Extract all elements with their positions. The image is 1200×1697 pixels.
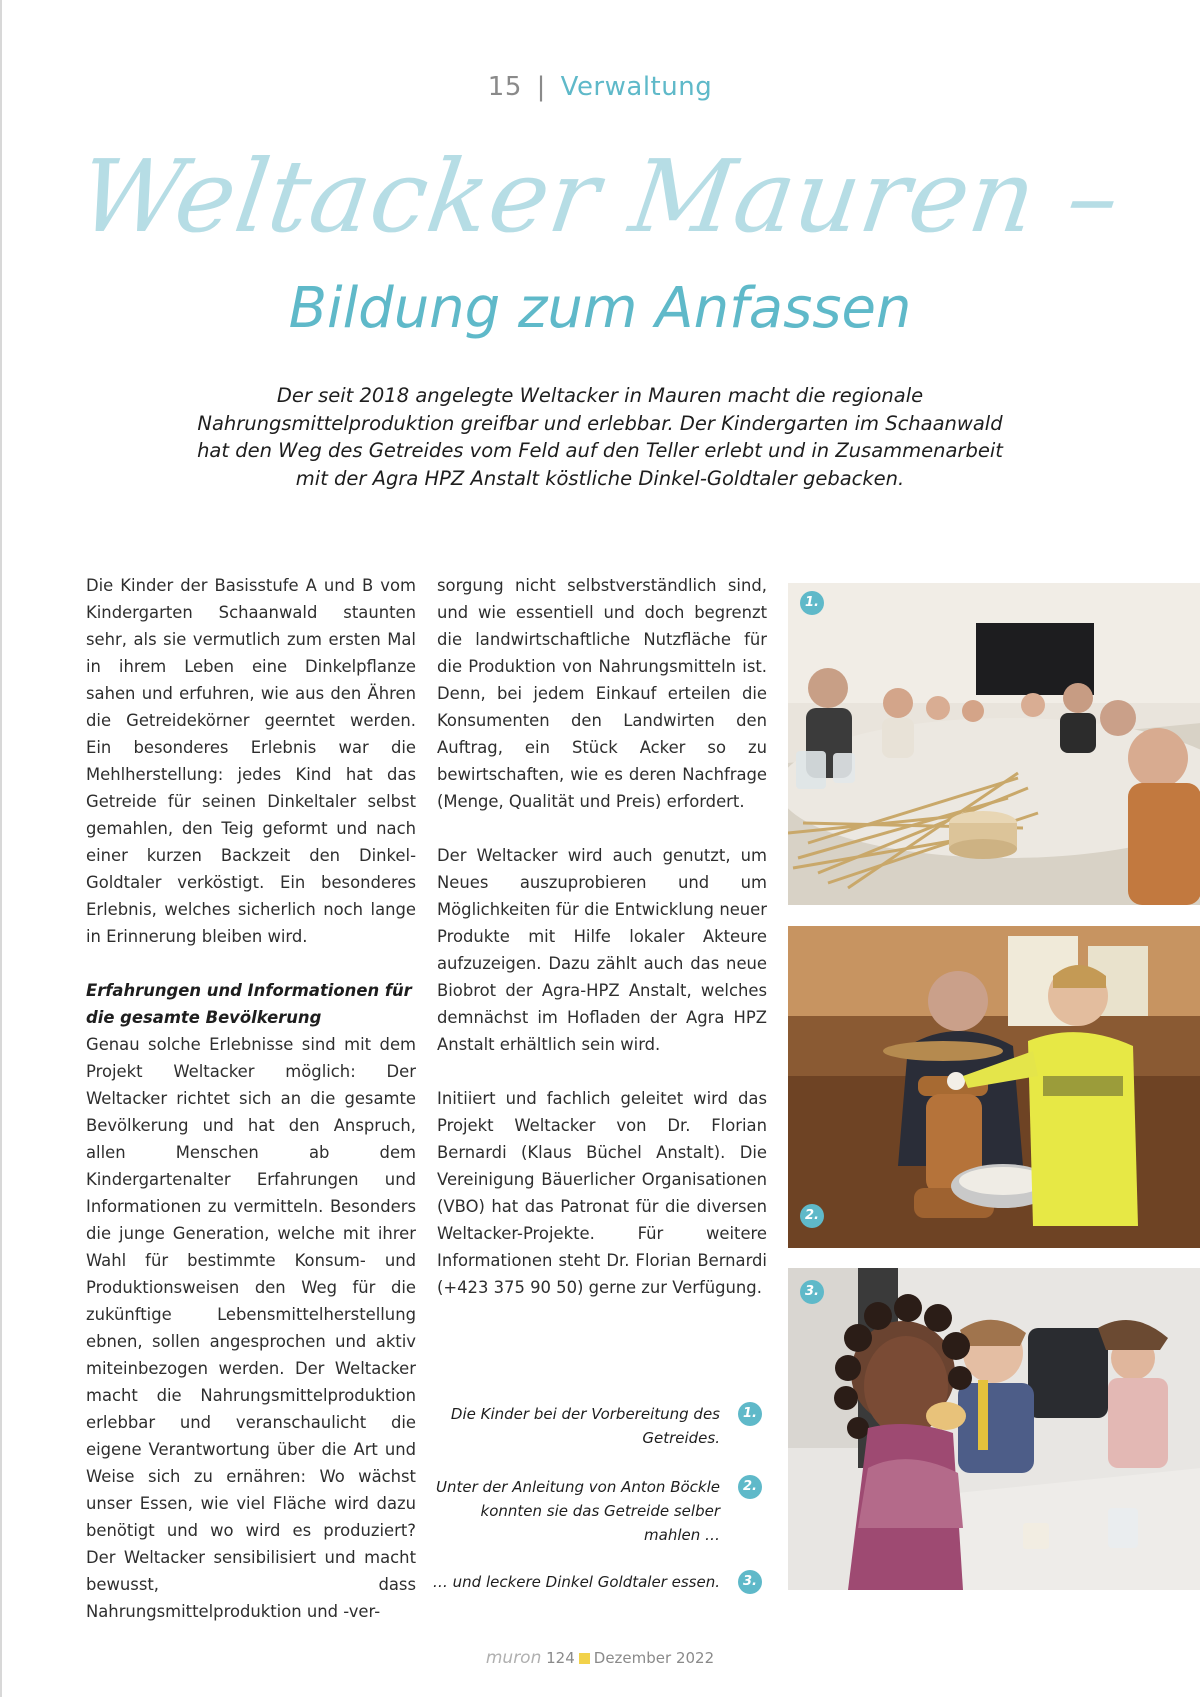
caption-3: … und leckere Dinkel Goldtaler essen. [432, 1573, 720, 1591]
subheading: Erfahrungen und Informationen für die gesamte Bevölkerung [86, 981, 412, 1027]
caption-2: Unter der Anleitung von Anton Böckle konnten sie das Getreide selber mahlen … [436, 1478, 720, 1544]
paragraph: Die Kinder der Basisstufe A und B vom Kindergarten Schaanwald staunten sehr, als sie vermutlich zum ersten Mal in ihrem Leben eine Dinkelpflanze sahen und erfuhren, wie aus den Ähren die Getreidekörner geerntet werden. Ein besonderes Erlebnis war die Mehlherstellung: jedes Kind hat das Getreide für seinen Dinkeltaler selbst gemahlen, den Teig geformt und nach einer kurzen Backzeit den Dinkel-Goldtaler verköstigt. Ein besonderes Erlebnis, welches sicherlich noch lange in Erinnerung bleiben wird. [86, 576, 416, 946]
caption-number-badge: 3. [738, 1570, 762, 1594]
photo-eating-goldtaler [788, 1268, 1200, 1590]
issue-number: 124 [546, 1649, 575, 1667]
photo-number-badge: 2. [800, 1204, 824, 1228]
header-separator: | [536, 72, 546, 102]
section-name: Verwaltung [560, 72, 713, 102]
text-column-2 [437, 572, 767, 1328]
article-title: Weltacker Mauren – [72, 138, 1128, 255]
page-footer [0, 1648, 1200, 1668]
paragraph: sorgung nicht selbstverständlich sind, und wie essentiell und doch begrenzt die landwirtschaftliche Nutzfläche für die Produktion von Nahrungsmitteln ist. Denn, bei jedem Einkauf erteilen die Konsumenten den Landwirten den Auftrag, ein Stück Acker so zu bewirtschaften, wie es deren Nachfrage (Menge, Qualität und Preis) erfordert. [437, 576, 767, 811]
page-header [0, 72, 1200, 102]
paragraph: Initiiert und fachlich geleitet wird das Projekt Weltacker von Dr. Florian Bernardi (Klaus Büchel Anstalt). Die Vereinigung Bäuerlicher Organisationen (VBO) hat das Patronat für die diversen Weltacker-Projekte. Für weitere Informationen steht Dr. Florian Bernardi (+423 375 90 50) gerne zur Verfügung. [437, 1089, 767, 1297]
photo-children-at-table [788, 583, 1200, 905]
square-icon [579, 1653, 590, 1664]
paragraph: Der Weltacker wird auch genutzt, um Neues auszuprobieren und um Möglichkeiten für die Entwicklung neuer Produkte mit Hilfe lokaler Akteure aufzuzeigen. Dazu zählt auch das neue Biobrot der Agra-HPZ Anstalt, welches demnächst im Hofladen der Agra HPZ Anstalt erhältlich sein wird. [437, 846, 767, 1054]
photo-number-badge: 1. [800, 591, 824, 615]
page-number: 15 [487, 72, 522, 102]
caption-number-badge: 1. [738, 1402, 762, 1426]
magazine-brand: muron [485, 1648, 542, 1668]
issue-date: Dezember 2022 [593, 1649, 715, 1667]
caption-1: Die Kinder bei der Vorbereitung des Getreides. [450, 1405, 720, 1447]
text-column-1 [86, 572, 416, 1652]
caption-number-badge: 2. [738, 1475, 762, 1499]
paragraph: Genau solche Erlebnisse sind mit dem Projekt Weltacker möglich: Der Weltacker richtet sich an die gesamte Bevölkerung und hat den Anspruch, allen Menschen ab dem Kindergartenalter Erfahrungen und Informationen zu vermitteln. Besonders die junge Generation, welche mit ihrer Wahl für bestimmte Konsum- und Produktionsweisen den Weg für die zukünftige Lebensmittelherstellung ebnen, sollen angesprochen und aktiv miteinbezogen werden. Der Weltacker macht die Nahrungsmittelproduktion erlebbar und veranschaulicht die eigene Verantwortung über die Art und Weise sich zu ernähren: Wo wächst unser Essen, wie viel Fläche wird dazu benötigt und wo wird es produziert? Der Weltacker sensibilisiert und macht bewusst, dass Nahrungsmittelproduktion und -ver- [86, 1035, 416, 1621]
article-lead: Der seit 2018 angelegte Weltacker in Mauren macht die regionale Nahrungsmittelproduktion greifbar und erlebbar. Der Kindergarten im Schaanwald hat den Weg des Getreides vom Feld auf den Teller erlebt und in Zusammenarbeit mit der Agra HPZ Anstalt köstliche Dinkel-Goldtaler gebacken. [197, 384, 1003, 490]
article-subtitle: Bildung zum Anfassen [288, 276, 912, 341]
photo-grinding-grain [788, 926, 1200, 1248]
photo-number-badge: 3. [800, 1280, 824, 1304]
